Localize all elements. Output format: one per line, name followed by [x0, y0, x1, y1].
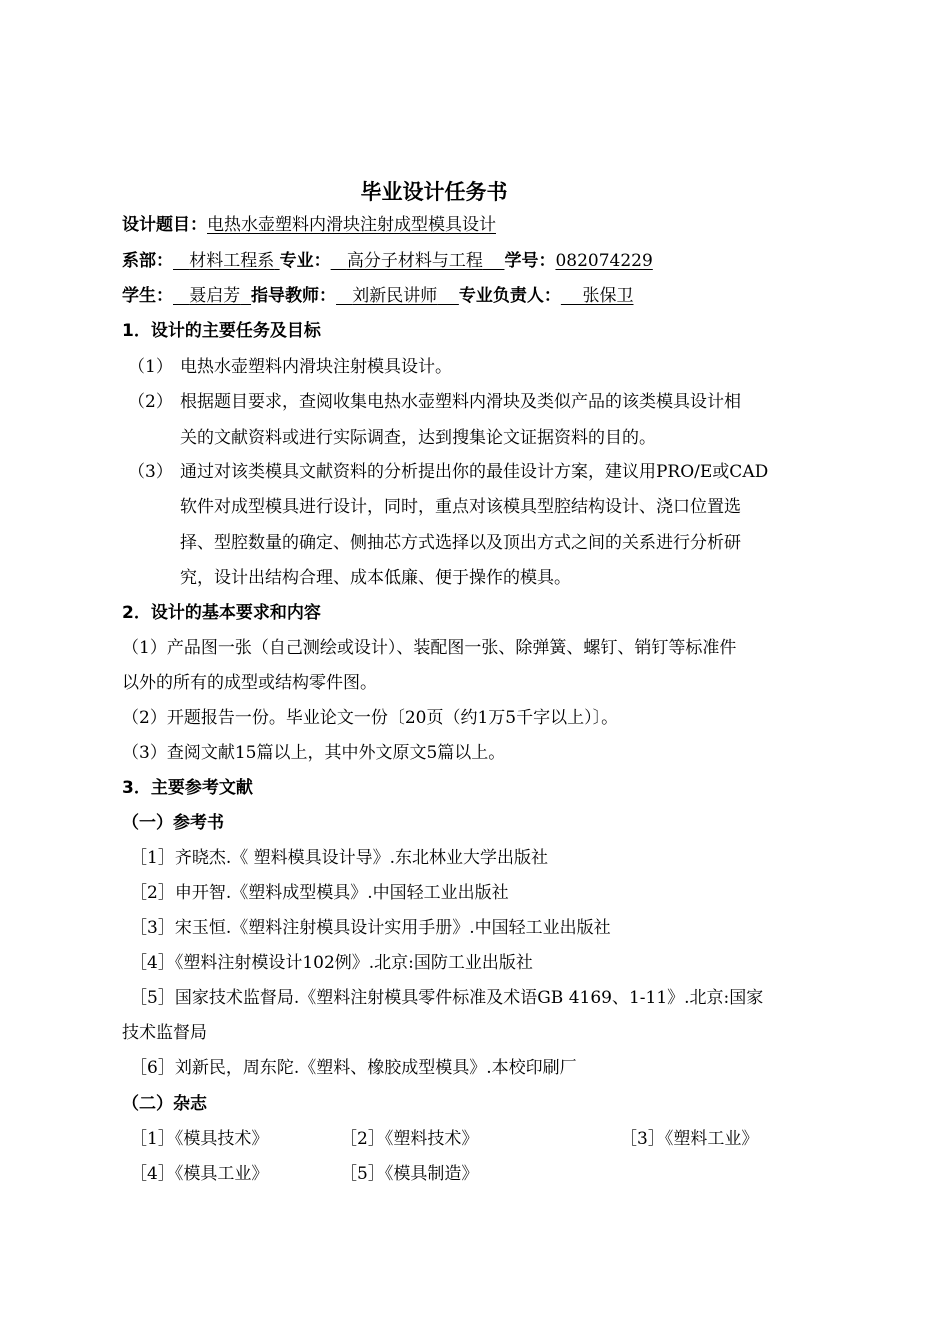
book-item-4: ［4］《塑料注射模设计102例》.北京:国防工业出版社: [130, 953, 533, 973]
section1-item2-line2: 关的文献资料或进行实际调查，达到搜集论文证据资料的目的。: [180, 428, 656, 448]
lead-value: 张保卫: [582, 286, 634, 306]
advisor-field: [336, 286, 459, 306]
section2-line4: （3）查阅文献15篇以上，其中外文原文5篇以上。: [122, 743, 506, 763]
books-heading: （一）参考书: [122, 813, 224, 833]
section2-line2: 以外的所有的成型或结构零件图。: [122, 673, 377, 693]
book-item-5-cont: 技术监督局: [122, 1023, 207, 1043]
section2-heading: 2．设计的基本要求和内容: [122, 603, 321, 623]
journal-item-4: ［4］《模具工业》: [130, 1164, 269, 1184]
journal-item-1: ［1］《模具技术》: [130, 1129, 269, 1149]
section1-item3-line1: 通过对该类模具文献资料的分析提出你的最佳设计方案，建议用PRO/E或CAD: [180, 462, 769, 482]
student-value: 聂启芳: [189, 286, 241, 306]
dept-value: 材料工程系: [189, 251, 275, 271]
book-item-1: ［1］齐晓杰.《 塑料模具设计导》.东北林业大学出版社: [130, 848, 549, 868]
dept-label: 系部：: [122, 251, 173, 271]
topic-label: 设计题目：: [122, 215, 207, 235]
book-item-6: ［6］刘新民，周东陀.《塑料、橡胶成型模具》.本校印刷厂: [130, 1058, 577, 1078]
section1-item2-line1: 根据题目要求，查阅收集电热水壶塑料内滑块及类似产品的该类模具设计相: [180, 392, 741, 412]
journals-heading: （二）杂志: [122, 1094, 207, 1114]
document-title: 毕业设计任务书: [360, 180, 508, 204]
dept-row: [122, 250, 653, 272]
book-item-5: ［5］国家技术监督局.《塑料注射模具零件标准及术语GB 4169、1-11》.北京:国家: [130, 988, 764, 1008]
dept-field: [173, 251, 280, 271]
lead-label: 专业负责人：: [458, 286, 561, 306]
student-field: [173, 286, 251, 306]
section2-line3: （2）开题报告一份。毕业论文一份〔20页（约1万5千字以上）〕。: [122, 708, 619, 728]
student-id-value: 082074229: [555, 251, 653, 271]
journal-item-3: ［3］《塑料工业》: [620, 1129, 759, 1149]
major-label: 专业：: [279, 251, 331, 271]
book-item-2: ［2］申开智.《塑料成型模具》.中国轻工业出版社: [130, 883, 509, 903]
advisor-label: 指导教师：: [251, 286, 337, 306]
section1-item3-line3: 择、型腔数量的确定、侧抽芯方式选择以及顶出方式之间的关系进行分析研: [180, 533, 741, 553]
advisor-value: 刘新民讲师: [352, 286, 438, 306]
student-label: 学生：: [122, 286, 173, 306]
people-row: [122, 285, 634, 307]
journal-item-2: ［2］《塑料技术》: [340, 1129, 479, 1149]
section1-item1-line1: 电热水壶塑料内滑块注射模具设计。: [180, 357, 452, 377]
major-value: 高分子材料与工程: [346, 251, 483, 271]
student-id-label: 学号：: [504, 251, 556, 271]
section1-item2-num: （2）: [128, 392, 173, 412]
lead-field: [561, 286, 634, 306]
section2-line1: （1）产品图一张（自己测绘或设计）、装配图一张、除弹簧、螺钉、销钉等标准件: [122, 638, 737, 658]
major-field: [331, 251, 505, 271]
journal-item-5: ［5］《模具制造》: [340, 1164, 479, 1184]
book-item-3: ［3］宋玉恒.《塑料注射模具设计实用手册》.中国轻工业出版社: [130, 918, 611, 938]
section1-item3-line4: 究，设计出结构合理、成本低廉、便于操作的模具。: [180, 568, 571, 588]
topic-value: 电热水壶塑料内滑块注射成型模具设计: [207, 215, 496, 235]
topic-row: [122, 214, 496, 236]
section1-item3-num: （3）: [128, 462, 173, 482]
section3-heading: 3．主要参考文献: [122, 778, 253, 798]
section1-item3-line2: 软件对成型模具进行设计，同时，重点对该模具型腔结构设计、浇口位置选: [180, 497, 741, 517]
section1-item1-num: （1）: [128, 357, 173, 377]
section1-heading: 1．设计的主要任务及目标: [122, 321, 321, 341]
